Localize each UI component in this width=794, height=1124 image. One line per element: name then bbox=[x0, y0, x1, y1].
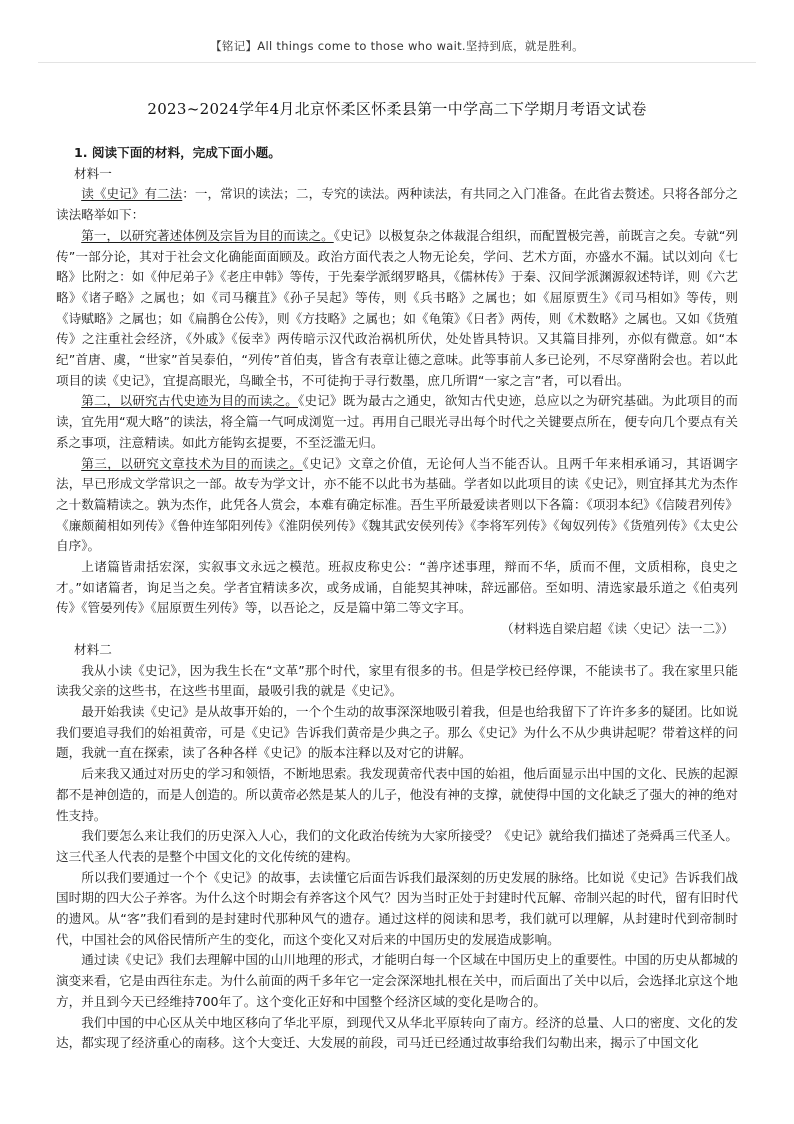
underlined-phrase: 第三，以研究文章技术为目的而读之。 bbox=[81, 455, 303, 471]
material-two-label: 材料二 bbox=[74, 641, 112, 657]
paragraph-text: 《史记》既为最古之通史，欲知古代史迹，总应以之为研究基础。为此项目的而读，宜先用“观大略”的读法，将全篇一气呵成浏览一过。再用自己眼光寻出每个时代之关键要点所在，便专向几个要点有关系之事项，注意精读。如此方能钩玄提要，不至泛滥无归。 bbox=[56, 393, 739, 450]
paragraph-text: 《史记》文章之价值，无论何人当不能否认。且两千年来相承诵习，其语调字法，早已形成文学常识之一部。故专为学文计，亦不能不以此书为基础。学者如以此项目的读《史记》，则宜择其尤为杰作之十数篇精读之。孰为杰作，此凭各人赏会，本难有确定标准。吾生平所最爱读者则以下各篇：《项羽本纪》《信陵君列传》《廉颇蔺相如列传》《鲁仲连邹阳列传》《淮阴侯列传》《魏其武安侯列传》《李将军列传》《匈奴列传》《货殖列传》《太史公自序》。 bbox=[56, 455, 739, 554]
paragraph-text: ：一，常识的读法；二，专究的读法。两种读法，有共同之入门准备。在此省去赘述。只将各部分之读法略举如下： bbox=[56, 186, 739, 223]
material-two-paragraph: 所以我们要通过一个个《史记》的故事，去读懂它后面告诉我们最深刻的历史发展的脉络。比如说《史记》告诉我们战国时期的四大公子养客。为什么这个时期会有养客这个风气？因为当时正处于封建时代瓦解、帝制兴起的时代，留有旧时代的遗风。从“客”我们看到的是封建时代那种风气的遗存。通过这样的阅读和思考，我们就可以理解，从封建时代到帝制时代，中国社会的风俗民情所产生的变化，而这个变化又对后来的中国历史的发展造成影响。 bbox=[56, 869, 738, 947]
page-motto: 【铭记】All things come to those who wait.坚持到底，就是胜利。 bbox=[210, 39, 584, 53]
question-prompt: 1. 阅读下面的材料，完成下面小题。 bbox=[74, 145, 281, 160]
material-one-paragraph: 上诸篇皆肃括宏深，实叙事文永远之模范。班叔皮称史公：“善序述事理，辩而不华，质而不俚，文质相称，良史之才。”如诸篇者，询足当之矣。学者宜精读多次，或务成诵，自能契其神味，辞远鄙倍。至如明、清选家最乐道之《伯夷列传》《管晏列传》《屈原贾生列传》等，以吾论之，反是篇中第二等文字耳。 bbox=[56, 559, 738, 616]
paragraph-text: 《史记》以极复杂之体裁混合组织，而配置极完善，前既言之矣。专就“列传”一部分论，其对于社会文化确能面面顾及。政治方面代表之人物无论矣，学问、艺术方面，亦盛水不漏。试以刘向《七略》比附之：如《仲尼弟子》《老庄申韩》等传，于先秦学派纲罗略具，《儒林传》于秦、汉间学派渊源叙述特详，则《六艺略》《诸子略》之属也；如《司马穰苴》《孙子吴起》等传，则《兵书略》之属也；如《屈原贾生》《司马相如》等传，则《诗赋略》之属也；如《扁鹊仓公传》，则《方技略》之属也；如《龟策》《日者》两传，则《术数略》之属也。又如《货殖传》之注重社会经济，《外戚》《佞幸》两传暗示汉代政治祸机所伏，处处皆具特识。又其篇目排列，亦似有微意。如“本纪”首唐、虞，“世家”首吴泰伯，“列传”首伯夷，皆含有表章让德之意味。此等事前人多已论列，不尽穿凿附会也。若以此项目的读《史记》，宜提高眼光，鸟瞰全书，不可徒拘于寻行数墨，庶几所谓“一家之言”者，可以看出。 bbox=[56, 227, 738, 388]
underlined-phrase: 第二，以研究古代史迹为目的而读之。 bbox=[81, 393, 299, 409]
material-one-intro bbox=[56, 184, 738, 225]
material-two-paragraph: 通过读《史记》我们去理解中国的山川地理的形式，才能明白每一个区域在中国历史上的重要性。中国的历史从都城的演变来看，它是由西往东走。为什么前面的两千多年它一定会深深地扎根在关中，而后面出了关中以后，会选择北京这个地方，并且到今天已经维持700年了。这个变化正好和中国整个经济区域的变化是吻合的。 bbox=[56, 952, 738, 1009]
material-one-point-2 bbox=[56, 391, 738, 453]
underlined-phrase: 读《史记》有二法 bbox=[81, 186, 183, 202]
material-two-paragraph: 我从小读《史记》，因为我生长在“文革”那个时代，家里有很多的书。但是学校已经停课，不能读书了。我在家里只能读我父亲的这些书，在这些书里面，最吸引我的就是《史记》。 bbox=[56, 662, 738, 699]
underlined-phrase: 第一，以研究著述体例及宗旨为目的而读之。 bbox=[81, 227, 334, 243]
material-two-paragraph: 我们要怎么来让我们的历史深入人心，我们的文化政治传统为大家所接受？《史记》就给我们描述了尧舜禹三代圣人。这三代圣人代表的是整个中国文化的文化传统的建构。 bbox=[56, 828, 738, 864]
material-one-label: 材料一 bbox=[74, 165, 112, 181]
header-divider bbox=[38, 62, 756, 63]
exam-content bbox=[56, 143, 738, 1054]
material-one-source: （材料选自梁启超《读〈史记〉法一二》） bbox=[501, 621, 734, 637]
material-two-paragraph: 后来我又通过对历史的学习和领悟，不断地思索。我发现黄帝代表中国的始祖，他后面显示出中国的文化、民族的起源都不是神创造的，而是人创造的。所以黄帝必然是某人的儿子，他没有神的支撑，就使得中国的文化缺乏了强大的神的绝对性支持。 bbox=[56, 766, 738, 823]
material-two-paragraph: 我们中国的中心区从关中地区移向了华北平原，到现代又从华北平原转向了南方。经济的总量、人口的密度、文化的发达，都实现了经济重心的南移。这个大变迁、大发展的前段，司马迁已经通过故事给我们勾勒出来，揭示了中国文化 bbox=[56, 1014, 738, 1051]
material-one-point-3 bbox=[56, 454, 738, 558]
material-one-point-1 bbox=[56, 226, 738, 392]
material-two-paragraph: 最开始我读《史记》是从故事开始的，一个个生动的故事深深地吸引着我，但是也给我留下了许许多多的疑团。比如说我们要追寻我们的始祖黄帝，可是《史记》告诉我们黄帝是少典之子。那么《史记》为什么不从少典讲起呢？带着这样的问题，我就一直在探索，读了各种各样《史记》的版本注释以及对它的讲解。 bbox=[56, 703, 738, 761]
page-title: 2023~2024学年4月北京怀柔区怀柔县第一中学高二下学期月考语文试卷 bbox=[147, 100, 647, 118]
